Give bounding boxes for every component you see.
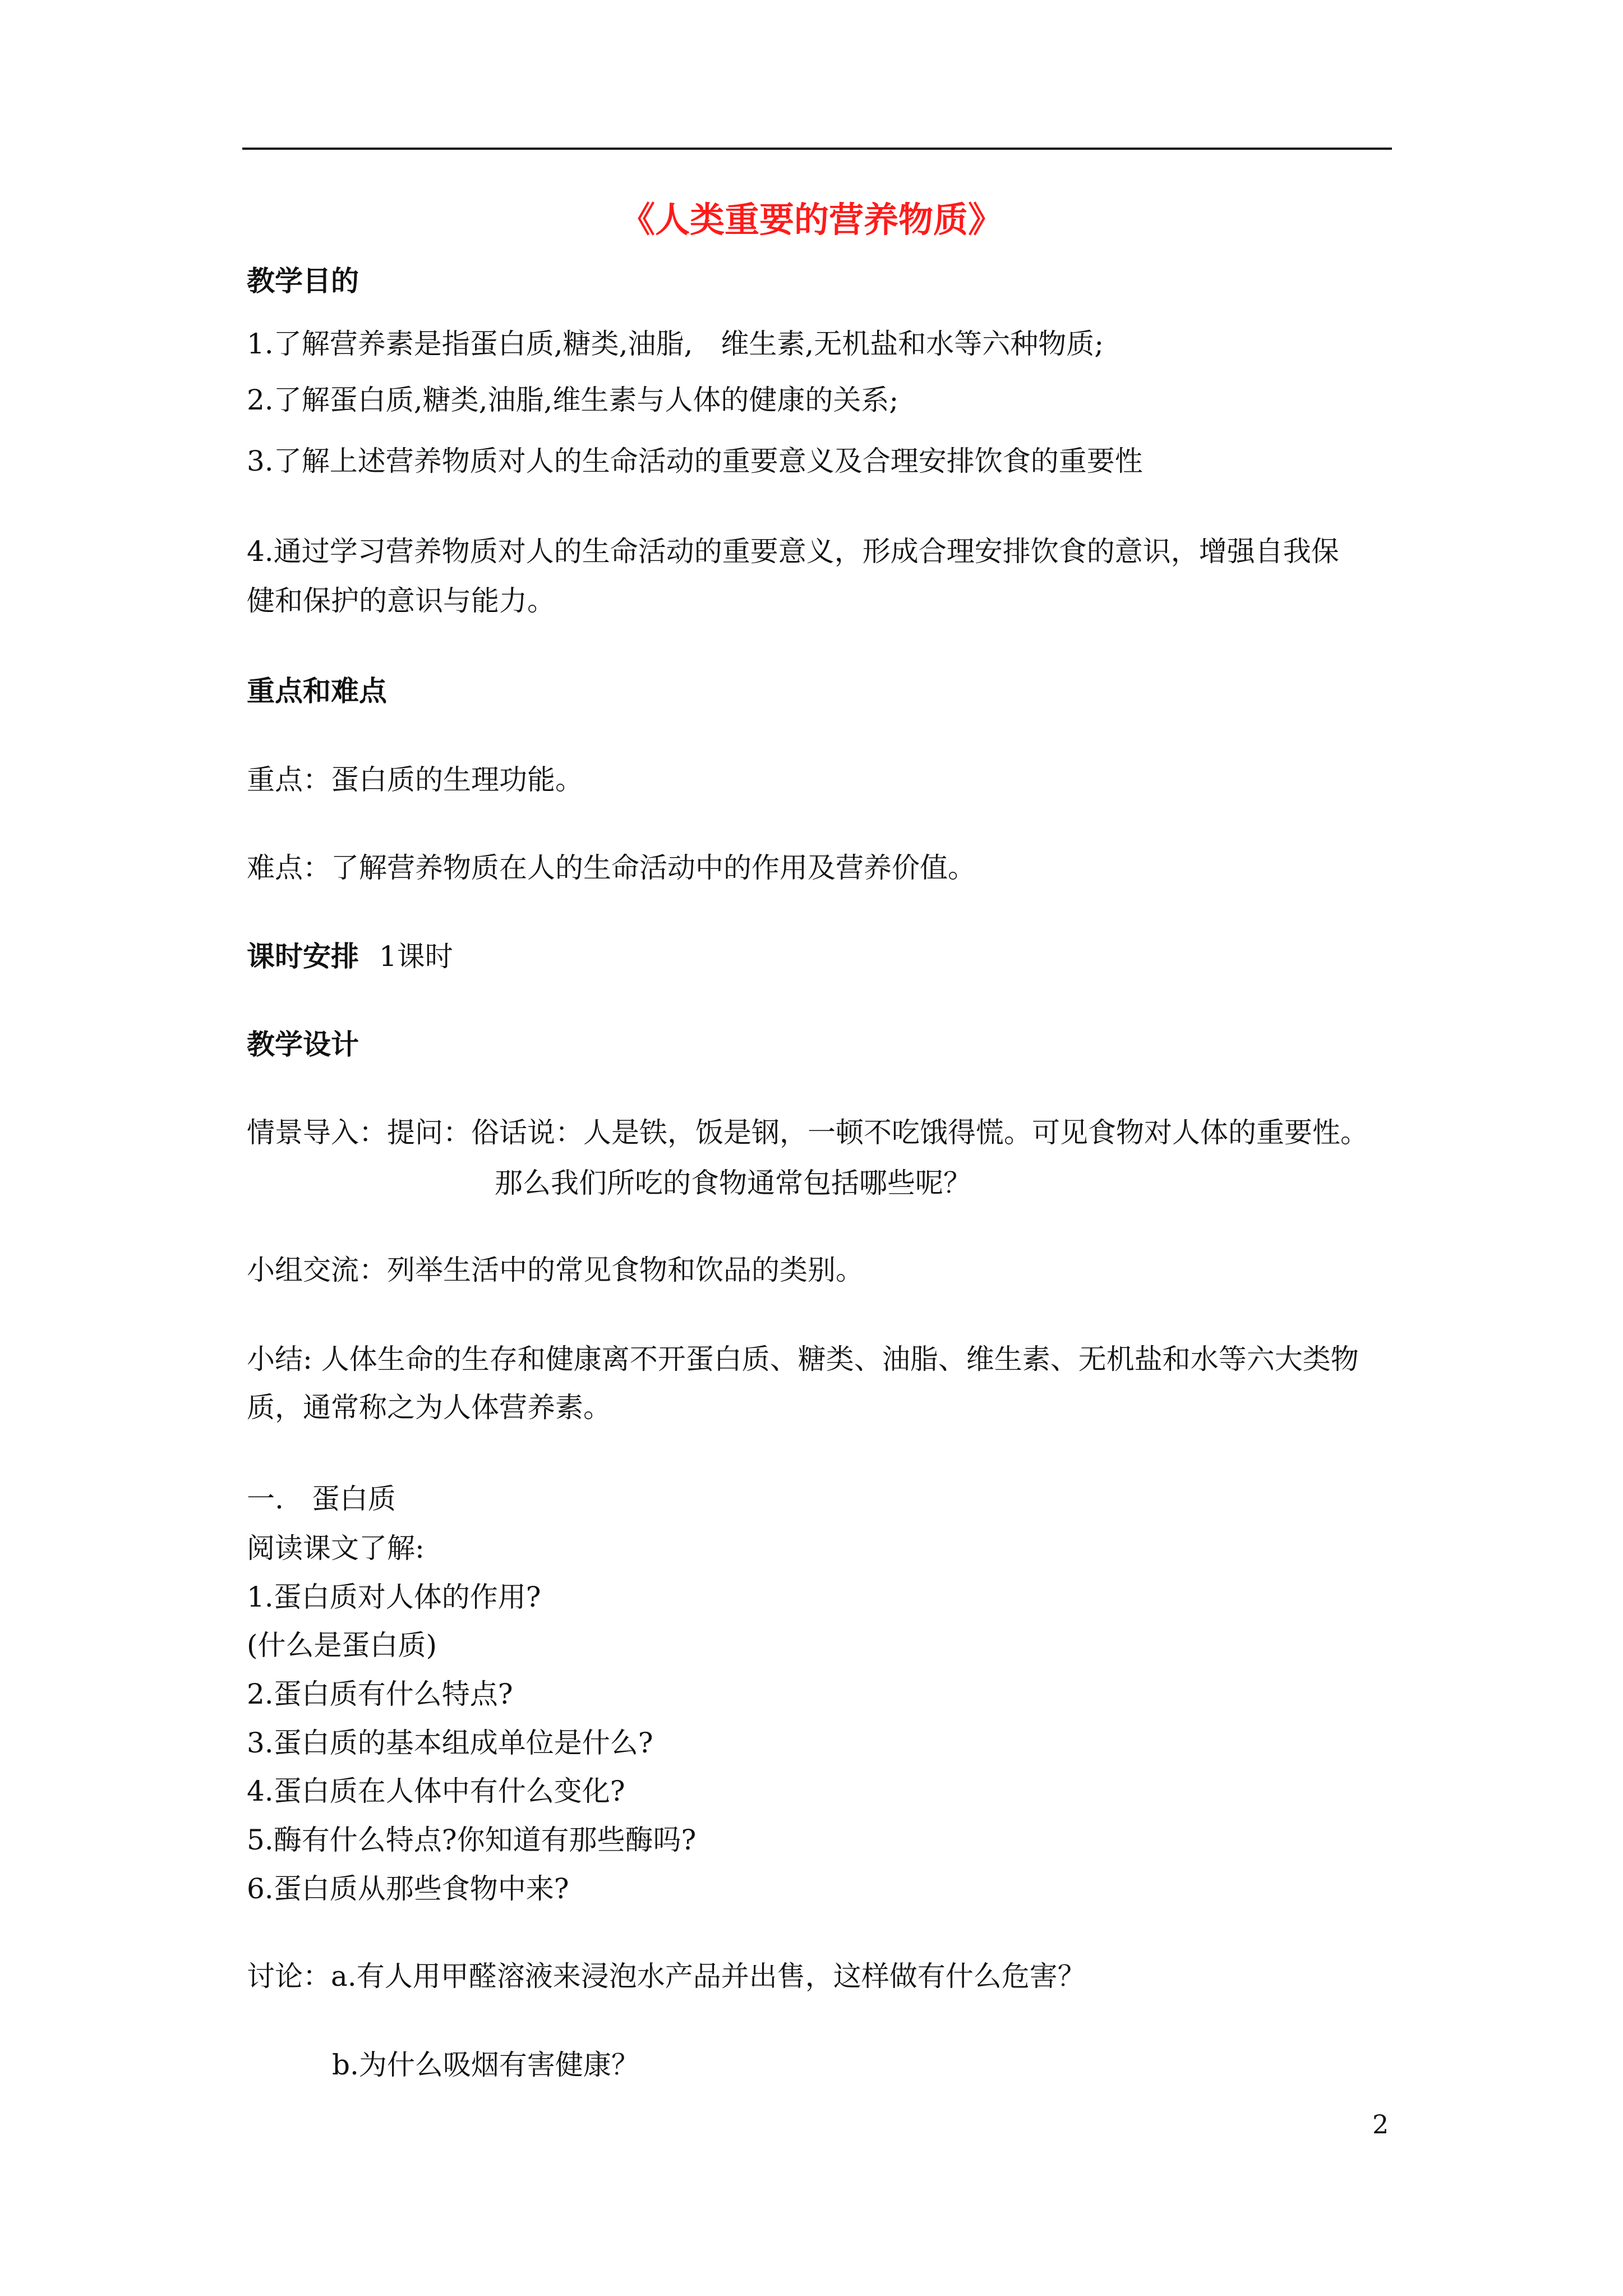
schedule-line — [247, 937, 453, 976]
discussion-b: b.为什么吸烟有害健康？ — [332, 2049, 639, 2081]
question-item: 5.酶有什么特点?你知道有那些酶吗? — [247, 1824, 697, 1856]
question-item: 4.蛋白质在人体中有什么变化? — [247, 1775, 625, 1807]
reading-prompt: 阅读课文了解: — [247, 1532, 425, 1565]
objective-item: 4.通过学习营养物质对人的生命活动的重要意义，形成合理安排饮食的意识，增强自我保 — [247, 535, 1339, 568]
protein-heading: 一. 蛋白质 — [247, 1483, 396, 1515]
design-heading: 教学设计 — [247, 1028, 359, 1061]
objective-item: 2.了解蛋白质,糖类,油脂,维生素与人体的健康的关系; — [247, 384, 899, 416]
summary-line: 小结: 人体生命的生存和健康离不开蛋白质、糖类、油脂、维生素、无机盐和水等六大类物 — [247, 1343, 1359, 1375]
page-number: 2 — [1372, 2109, 1389, 2139]
difficulty-point: 难点：了解营养物质在人的生命活动中的作用及营养价值。 — [247, 852, 976, 884]
question-item: 6.蛋白质从那些食物中来? — [247, 1872, 569, 1905]
objective-item: 3.了解上述营养物质对人的生命活动的重要意义及合理安排饮食的重要性 — [247, 445, 1143, 477]
question-item: 3.蛋白质的基本组成单位是什么? — [247, 1727, 653, 1759]
objectives-heading: 教学目的 — [247, 265, 359, 297]
scenario-question: 那么我们所吃的食物通常包括哪些呢？ — [495, 1167, 971, 1199]
scenario-intro: 情景导入：提问：俗话说：人是铁，饭是钢，一顿不吃饿得慌。可见食物对人体的重要性。 — [247, 1116, 1368, 1149]
header-rule — [242, 148, 1392, 150]
question-item: (什么是蛋白质) — [247, 1629, 437, 1662]
objective-item-continued: 健和保护的意识与能力。 — [247, 585, 555, 617]
focus-point: 重点：蛋白质的生理功能。 — [247, 763, 583, 796]
question-item: 2.蛋白质有什么特点? — [247, 1678, 513, 1710]
question-item: 1.蛋白质对人体的作用? — [247, 1581, 541, 1613]
group-discussion: 小组交流：列举生活中的常见食物和饮品的类别。 — [247, 1254, 864, 1286]
schedule-label: 课时安排 — [247, 940, 359, 973]
objective-item: 1.了解营养素是指蛋白质,糖类,油脂, 维生素,无机盐和水等六种物质; — [247, 328, 1104, 360]
summary-line-continued: 质，通常称之为人体营养素。 — [247, 1391, 611, 1424]
schedule-value: 1课时 — [379, 940, 453, 973]
key-points-heading: 重点和难点 — [247, 675, 387, 707]
discussion-a: 讨论：a.有人用甲醛溶液来浸泡水产品并出售，这样做有什么危害？ — [247, 1960, 1086, 1993]
document-title: 《人类重要的营养物质》 — [620, 199, 1003, 240]
